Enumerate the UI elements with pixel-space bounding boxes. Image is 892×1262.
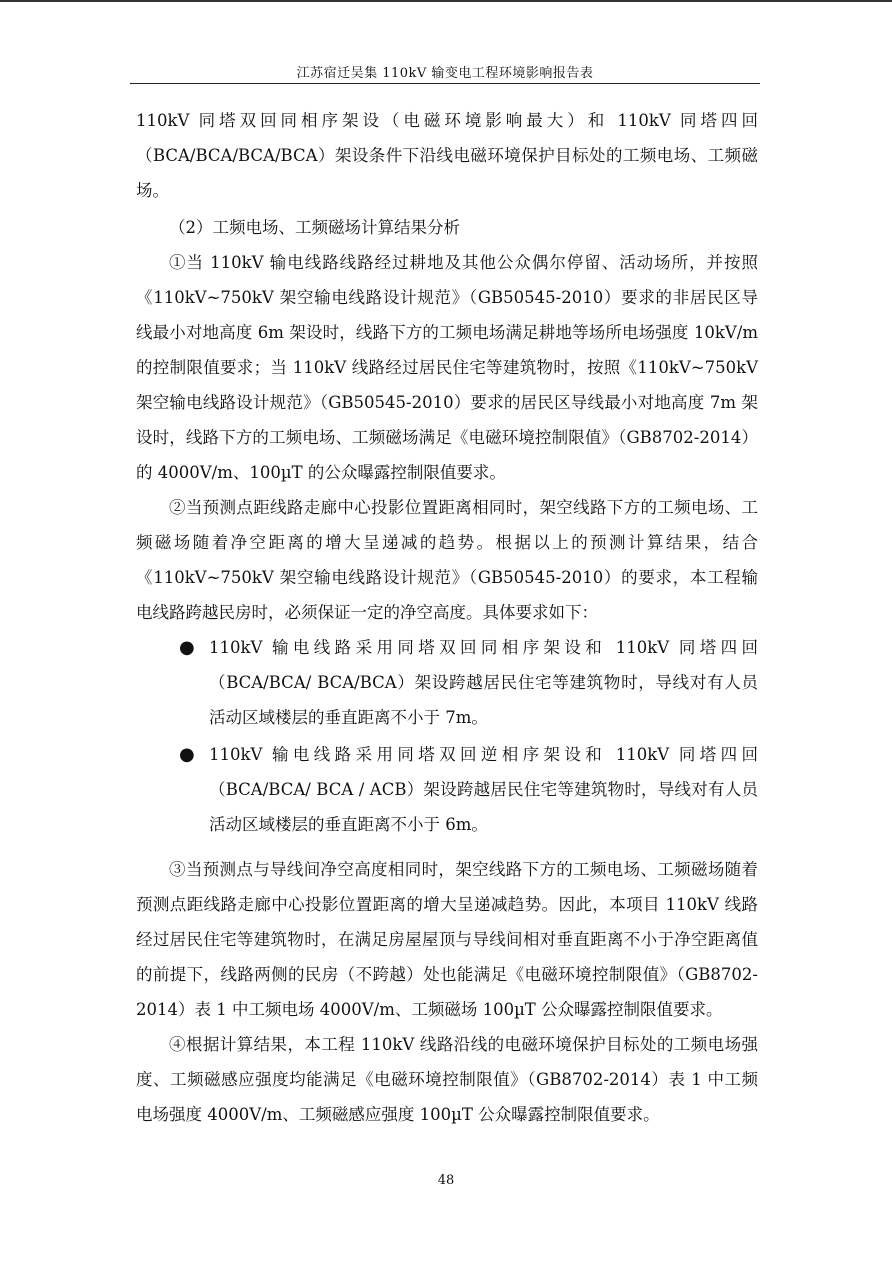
bullet-icon: ● (179, 744, 195, 765)
list-item (136, 630, 758, 735)
analysis-item-4: ④根据计算结果，本工程 110kV 线路沿线的电磁环境保护目标处的工频电场强度、工频磁感应强度均能满足《电磁环境控制限值》（GB8702-2014）表 1 中工频电场强度 4000V/m、工频磁感应强度 100µT 公众曝露控制限值要求。 (136, 1035, 758, 1124)
list-item (136, 737, 758, 842)
section-heading: （2）工频电场、工频磁场计算结果分析 (169, 218, 460, 237)
header-divider (130, 83, 760, 84)
page-number: 48 (437, 1173, 455, 1188)
list-item-text: 110kV 输电线路采用同塔双回逆相序架设和 110kV 同塔四回（BCA/BCA/ BCA / ACB）架设跨越居民住宅等建筑物时，导线对有人员活动区域楼层的垂直距离不小于 6m。 (209, 745, 758, 834)
document-body (136, 103, 758, 1132)
requirements-list (136, 630, 758, 842)
bullet-icon: ● (179, 637, 195, 658)
analysis-item-1: ①当 110kV 输电线路线路经过耕地及其他公众偶尔停留、活动场所，并按照《110kV~750kV 架空输电线路设计规范》（GB50545-2010）要求的非居民区导线最小对地高度 6m 架设时，线路下方的工频电场满足耕地等场所电场强度 10kV/m 的控制限值要求；当 110kV 线路经过居民住宅等建筑物时，按照《110kV~750kV 架空输电线路设计规范》（GB50545-2010）要求的居民区导线最小对地高度 7m 架设时，线路下方的工频电场、工频磁场满足《电磁环境控制限值》（GB8702-2014）的 4000V/m、100µT 的公众曝露控制限值要求。 (136, 253, 758, 482)
analysis-item-3: ③当预测点与导线间净空高度相同时，架空线路下方的工频电场、工频磁场随着预测点距线路走廊中心投影位置距离的增大呈递减趋势。因此，本项目 110kV 线路经过居民住宅等建筑物时，在满足房屋屋顶与导线间相对垂直距离不小于净空距离值的前提下，线路两侧的民房（不跨越）处也能满足《电磁环境控制限值》（GB8702-2014）表 1 中工频电场 4000V/m、工频磁场 100µT 公众曝露控制限值要求。 (136, 860, 758, 1019)
analysis-item-2: ②当预测点距线路走廊中心投影位置距离相同时，架空线路下方的工频电场、工频磁场随着净空距离的增大呈递减的趋势。根据以上的预测计算结果，结合《110kV~750kV 架空输电线路设计规范》（GB50545-2010）的要求，本工程输电线路跨越民房时，必须保证一定的净空高度。具体要求如下： (136, 498, 758, 622)
page-top-border (0, 0, 892, 2)
running-header: 江苏宿迁吴集 110kV 输变电工程环境影响报告表 (296, 66, 594, 81)
list-item-text: 110kV 输电线路采用同塔双回同相序架设和 110kV 同塔四回（BCA/BCA/ BCA/BCA）架设跨越居民住宅等建筑物时，导线对有人员活动区域楼层的垂直距离不小于 7m。 (209, 638, 758, 727)
intro-paragraph: 110kV 同塔双回同相序架设（电磁环境影响最大）和 110kV 同塔四回（BCA/BCA/BCA/BCA）架设条件下沿线电磁环境保护目标处的工频电场、工频磁场。 (136, 111, 758, 200)
